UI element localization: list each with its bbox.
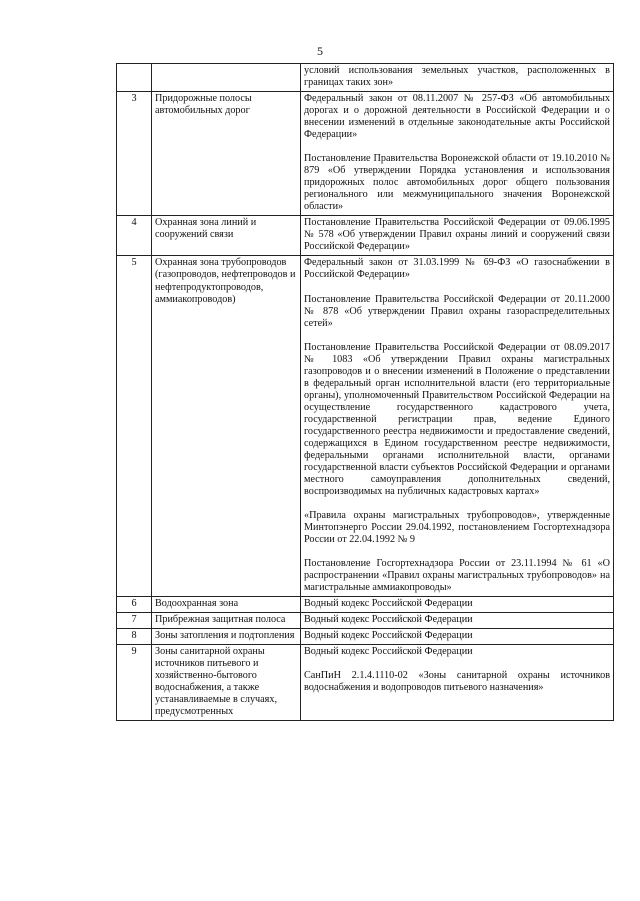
legal-act: Федеральный закон от 31.03.1999 № 69-ФЗ «О газоснабжении в Российской Федерации» (304, 257, 610, 281)
row-number: 4 (117, 216, 152, 256)
legal-act: «Правила охраны магистральных трубопроводов», утвержденные Минтопэнерго России 29.04.1992, постановлением Госгортехнадзора России от 22.04.1992 № 9 (304, 510, 610, 546)
table-row (117, 629, 614, 645)
legal-acts-cell (301, 216, 614, 256)
row-number: 7 (117, 613, 152, 629)
table-row (117, 92, 614, 216)
legal-act: Постановление Правительства Российской Федерации от 09.06.1995 № 578 «Об утверждении Правил охраны линий и сооружений связи Российской Федерации» (304, 217, 610, 253)
legal-act: Постановление Правительства Воронежской области от 19.10.2010 № 879 «Об утверждении Порядка установления и использования придорожных полос автомобильных дорог общего пользования регионального или межмуниципального значения Воронежской области» (304, 153, 610, 213)
legal-acts-cell (301, 645, 614, 721)
legal-act: Водный кодекс Российской Федерации (304, 614, 473, 626)
zone-name: Охранная зона трубопроводов (газопроводов, нефтепроводов и нефтепродуктопроводов, аммиакопроводов) (152, 256, 301, 597)
zone-name: Прибрежная защитная полоса (152, 613, 301, 629)
legal-acts-cell (301, 629, 614, 645)
table-row (117, 597, 614, 613)
legal-acts-cell (301, 256, 614, 597)
row-number: 3 (117, 92, 152, 216)
table-row (117, 64, 614, 92)
legal-act: Постановление Правительства Российской Федерации от 08.09.2017 № 1083 «Об утверждении Правил охраны магистральных газопроводов и о внесении изменений в Положение о представлении в федеральный орган исполнительной власти (его территориальные органы), уполномоченный Правительством Российской Федерации на осуществление государственного кадастрового учета, государственной регистрации прав, ведение Единого государственного реестра недвижимости и предоставление сведений, содержащихся в Едином государственном реестре недвижимости, федеральными органами исполнительной власти, органами государственной власти субъектов Российской Федерации и органами местного самоуправления дополнительных сведений, воспроизводимых на публичных кадастровых картах» (304, 341, 610, 497)
legal-act: Водный кодекс Российской Федерации (304, 646, 473, 658)
legal-acts-cell (301, 92, 614, 216)
legal-act: Постановление Правительства Российской Федерации от 20.11.2000 № 878 «Об утверждении Правил охраны газораспределительных сетей» (304, 293, 610, 329)
table-row (117, 613, 614, 629)
row-number: 5 (117, 256, 152, 597)
legal-acts-table (116, 63, 614, 721)
legal-acts-cell (301, 597, 614, 613)
row-number (117, 64, 152, 92)
row-number: 6 (117, 597, 152, 613)
zone-name: Охранная зона линий и сооружений связи (152, 216, 301, 256)
legal-acts-cell (301, 64, 614, 92)
page-number: 5 (317, 44, 323, 58)
zone-name: Придорожные полосы автомобильных дорог (152, 92, 301, 216)
legal-act: Водный кодекс Российской Федерации (304, 598, 473, 610)
row-number: 8 (117, 629, 152, 645)
legal-act: СанПиН 2.1.4.1110-02 «Зоны санитарной охраны источников водоснабжения и водопроводов питьевого назначения» (304, 670, 610, 694)
table-row (117, 645, 614, 721)
legal-act: условий использования земельных участков, расположенных в границах таких зон» (304, 65, 610, 89)
row-number: 9 (117, 645, 152, 721)
legal-acts-cell (301, 613, 614, 629)
table-row (117, 256, 614, 597)
zone-name: Зоны санитарной охраны источников питьевого и хозяйственно-бытового водоснабжения, а также устанавливаемые в случаях, предусмотренных (152, 645, 301, 721)
legal-act: Водный кодекс Российской Федерации (304, 630, 473, 642)
zone-name: Зоны затопления и подтопления (152, 629, 301, 645)
legal-act: Постановление Госгортехнадзора России от 23.11.1994 № 61 «О распространении «Правил охраны магистральных трубопроводов» на магистральные аммиакопроводы» (304, 558, 610, 594)
zone-name: Водоохранная зона (152, 597, 301, 613)
table-row (117, 216, 614, 256)
legal-act: Федеральный закон от 08.11.2007 № 257-ФЗ «Об автомобильных дорогах и о дорожной деятельности в Российской Федерации и о внесении изменений в отдельные законодательные акты Российской Федерации» (304, 93, 610, 141)
zone-name (152, 64, 301, 92)
